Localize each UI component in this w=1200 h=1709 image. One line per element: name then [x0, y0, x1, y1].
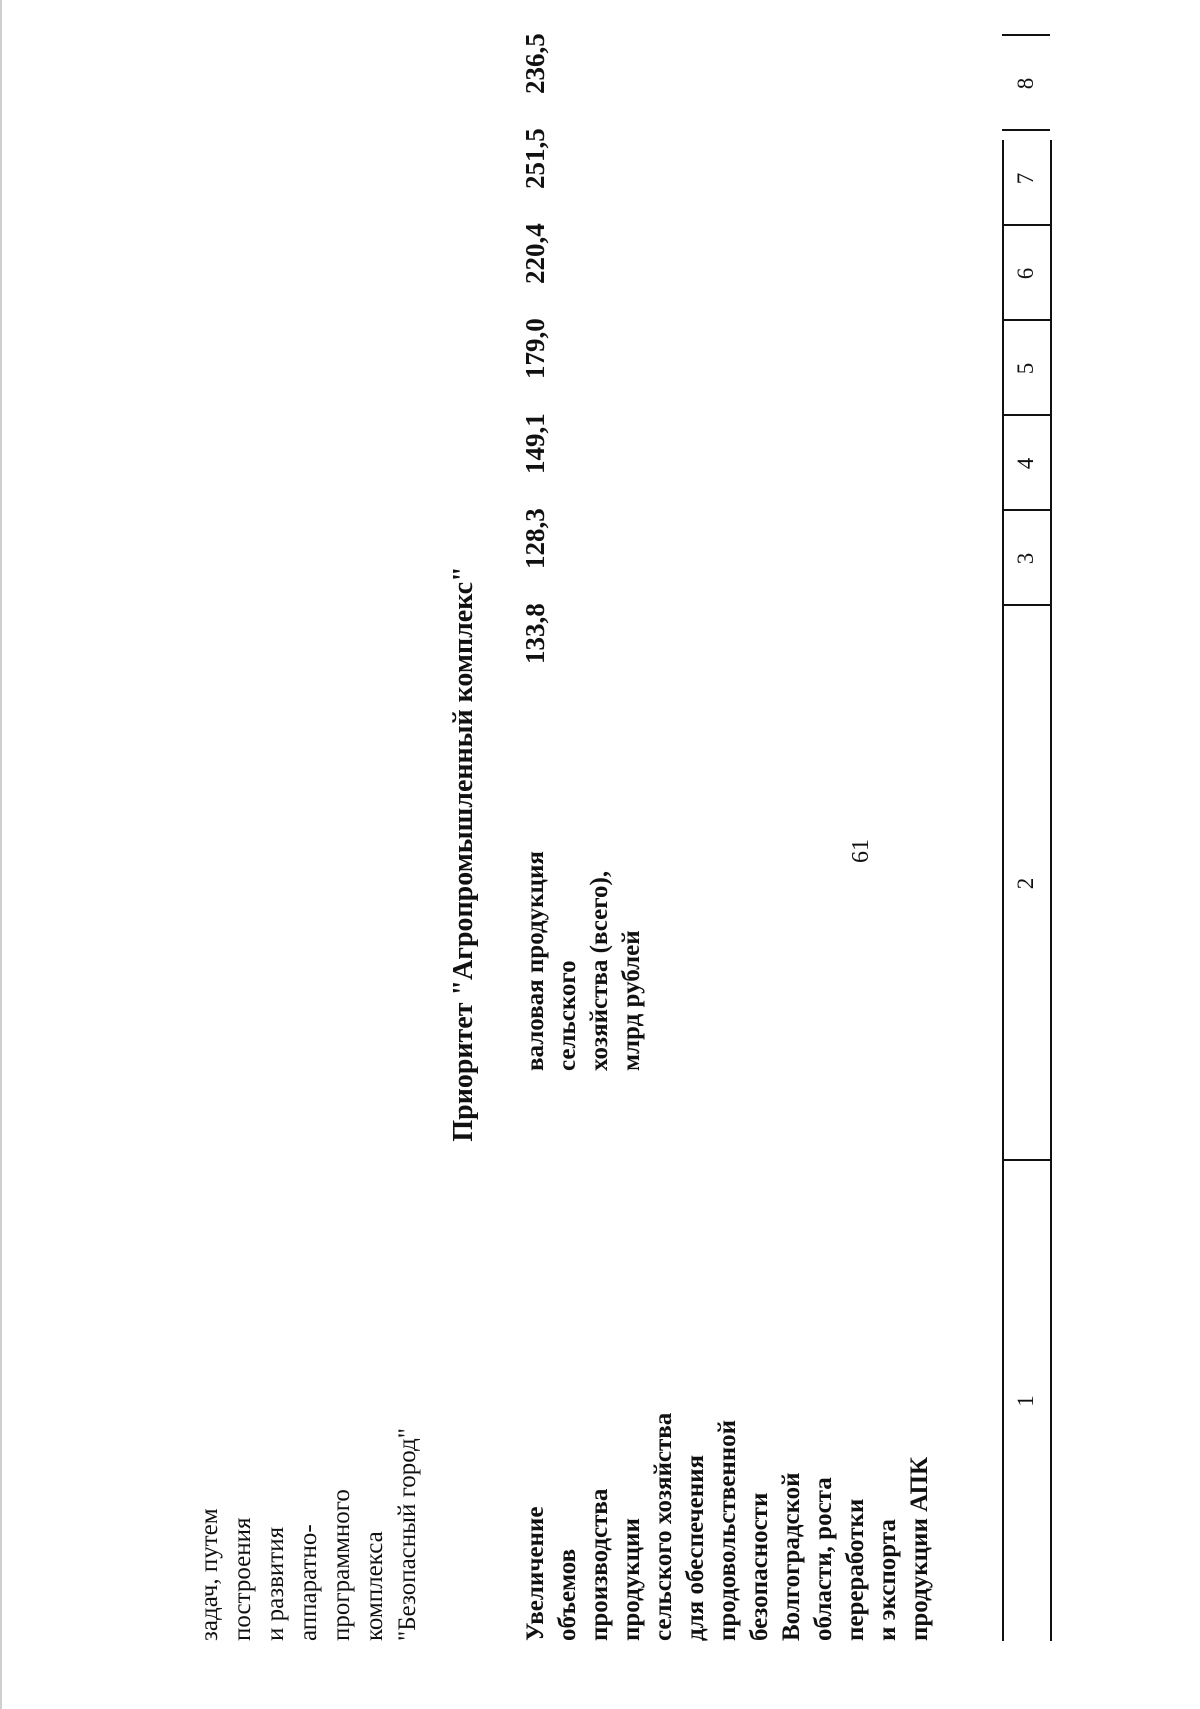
goal-line: продукции АПК — [906, 1456, 933, 1641]
value-col-3: 133,8 — [520, 603, 550, 664]
goal-line: объемов — [554, 1548, 581, 1641]
header-cell-9 — [1002, 0, 1050, 36]
indicator-line: млрд рублей — [618, 930, 645, 1071]
goal-line: Волгоградской — [778, 1472, 805, 1641]
continuation-line: построения — [229, 1517, 256, 1641]
value-col-9: 236,5 — [520, 33, 550, 94]
header-cell-6: 6 — [1013, 267, 1038, 280]
continuation-line: задач, путем — [196, 1508, 223, 1641]
goal-line: переработки — [842, 1498, 869, 1641]
header-cell-8: 8 — [1013, 77, 1038, 90]
header-cell-5: 5 — [1013, 362, 1038, 375]
continuation-line: программного — [328, 1489, 355, 1641]
header-cell-3: 3 — [1013, 552, 1038, 565]
indicator-line: хозяйства (всего), — [586, 870, 613, 1071]
continuation-line: аппаратно- — [295, 1524, 322, 1641]
page-number: 61 — [848, 839, 874, 863]
goal-text — [520, 1251, 936, 1641]
indicator-line: сельского — [554, 960, 581, 1071]
goal-line: продукции — [618, 1518, 645, 1641]
value-col-6: 179,0 — [520, 318, 550, 379]
value-col-4: 128,3 — [520, 508, 550, 569]
continuation-line: комплекса — [361, 1531, 388, 1641]
continuation-line: и развития — [262, 1526, 289, 1641]
indicator-line: валовая продукция — [522, 851, 549, 1071]
value-col-5: 149,1 — [520, 413, 550, 474]
goal-line: сельского хозяйства — [650, 1412, 677, 1641]
goal-line: области, роста — [810, 1477, 837, 1641]
goal-line: для обеспечения — [682, 1454, 709, 1641]
header-bottom-rule — [1050, 140, 1052, 1641]
continuation-text — [193, 1321, 424, 1641]
value-col-7: 220,4 — [520, 223, 550, 284]
goal-line: Увеличение — [522, 1506, 549, 1641]
continuation-line: "Безопасный город" — [394, 1428, 421, 1641]
header-cell-2: 2 — [1013, 877, 1038, 890]
goal-line: безопасности — [746, 1492, 773, 1641]
indicator-text — [520, 751, 648, 1071]
goal-line: и экспорта — [874, 1519, 901, 1641]
goal-line: продовольственной — [714, 1419, 741, 1641]
value-col-8: 251,5 — [520, 128, 550, 189]
header-cell-1: 1 — [1013, 1395, 1038, 1407]
header-cell-7: 7 — [1013, 172, 1038, 185]
header-cell-4: 4 — [1013, 457, 1038, 470]
table-header-row — [1013, 77, 1051, 1641]
goal-line: производства — [586, 1488, 613, 1641]
priority-heading: Приоритет "Агропромышленный комплекс" — [448, 566, 479, 1142]
